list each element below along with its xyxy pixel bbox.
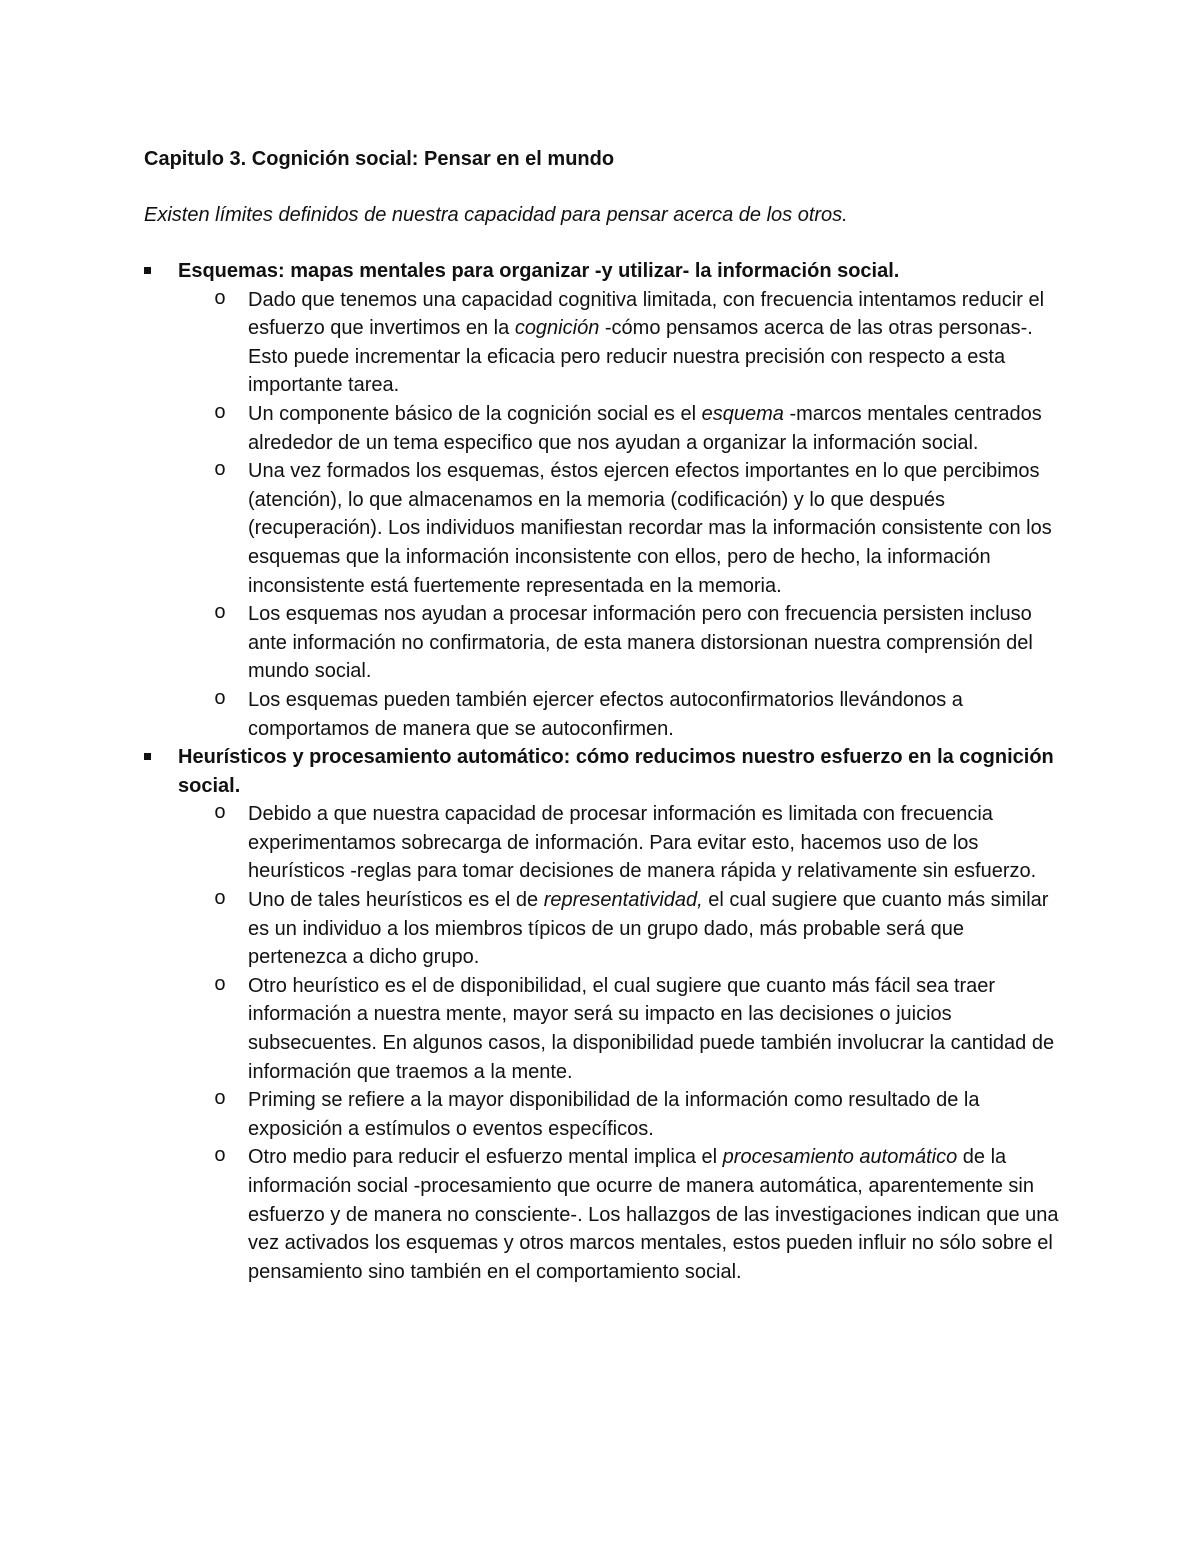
item-emphasis: representatividad, (543, 889, 703, 912)
circle-bullet-icon: o (214, 401, 227, 425)
section-esquemas (144, 257, 1064, 743)
item-text: Los esquemas pueden también ejercer efectos autoconfirmatorios llevándonos a comportamos de manera que se autoconfirmen. (248, 688, 963, 740)
circle-bullet-icon: o (214, 687, 227, 711)
list-item (144, 400, 1064, 457)
item-text-after: -marcos mentales centrados alrededor de un tema especifico que nos ayudan a organizar la información social. (248, 402, 1042, 454)
circle-bullet-icon: o (214, 1145, 227, 1169)
item-text: Los esquemas nos ayudan a procesar información pero con frecuencia persisten incluso ante información no confirmatoria, de esta manera distorsionan nuestra comprensión del mundo social. (248, 603, 1033, 683)
section-heuristicos (144, 743, 1064, 1286)
item-text-after: el cual sugiere que cuanto más similar es un individuo a los miembros típicos de un grupo dado, más probable será que pertenezca a dicho grupo. (248, 889, 1049, 969)
item-text: Dado que tenemos una capacidad cognitiva limitada, con frecuencia intentamos reducir el esfuerzo que invertimos en la (248, 288, 1045, 340)
item-text-after: de la información social -procesamiento que ocurre de manera automática, aparentemente sin esfuerzo y de manera no consciente-. Los hallazgos de las investigaciones indican que una vez activados los esquemas y otros marcos mentales, estos pueden influir no sólo sobre el pensamiento sino también en el comportamiento social. (248, 1146, 1059, 1283)
item-text: Uno de tales heurísticos es el de (248, 889, 544, 912)
page-title: Capitulo 3. Cognición social: Pensar en el mundo (144, 148, 615, 170)
list-item (144, 886, 1064, 972)
circle-bullet-icon: o (214, 973, 227, 997)
circle-bullet-icon: o (214, 888, 227, 912)
circle-bullet-icon: o (214, 287, 227, 311)
section-items (144, 800, 1064, 1286)
item-emphasis: procesamiento automático (722, 1146, 958, 1169)
circle-bullet-icon: o (214, 1088, 227, 1112)
circle-bullet-icon: o (214, 459, 227, 483)
circle-bullet-icon: o (214, 602, 227, 626)
item-text: Otro heurístico es el de disponibilidad, el cual sugiere que cuanto más fácil sea traer información a nuestra mente, mayor será su impacto en las decisiones o juicios subsecuentes. En algunos casos, la disponibilidad puede también involucrar la cantidad de información que traemos a la mente. (248, 974, 1055, 1083)
list-item (144, 457, 1064, 600)
intro-text: Existen límites definidos de nuestra capacidad para pensar acerca de los otros. (144, 204, 848, 226)
list-item (144, 600, 1064, 686)
item-text: Otro medio para reducir el esfuerzo mental implica el (248, 1146, 723, 1169)
list-item (144, 800, 1064, 886)
item-text: Un componente básico de la cognición social es el (248, 402, 702, 425)
list-item (144, 686, 1064, 743)
list-item (144, 286, 1064, 400)
circle-bullet-icon: o (214, 802, 227, 826)
list-item (144, 1086, 1064, 1143)
section-heading: Esquemas: mapas mentales para organizar -y utilizar- la información social. (178, 260, 900, 282)
square-bullet-icon (144, 753, 151, 760)
document-body (144, 257, 1064, 1286)
item-text: Una vez formados los esquemas, éstos ejercen efectos importantes en lo que percibimos (atención), lo que almacenamos en la memoria (codificación) y lo que después (recuperación). Los individuos manifiestan recordar mas la información consistente con los esquemas que la información inconsistente con ellos, pero de hecho, la información inconsistente está fuertemente representada en la memoria. (248, 460, 1052, 597)
item-emphasis: cognición (514, 317, 600, 340)
item-text: Debido a que nuestra capacidad de procesar información es limitada con frecuencia experimentamos sobrecarga de información. Para evitar esto, hacemos uso de los heurísticos -reglas para tomar decisiones de manera rápida y relativamente sin esfuerzo. (248, 803, 1037, 883)
list-item (144, 1143, 1064, 1286)
square-bullet-icon (144, 267, 151, 274)
item-text: Priming se refiere a la mayor disponibilidad de la información como resultado de la exposición a estímulos o eventos específicos. (248, 1089, 980, 1140)
item-text-after: -cómo pensamos acerca de las otras personas-. Esto puede incrementar la eficacia pero reducir nuestra precisión con respecto a esta importante tarea. (248, 317, 1033, 397)
item-emphasis: esquema (701, 402, 784, 425)
section-items (144, 286, 1064, 744)
section-heading: Heurísticos y procesamiento automático: cómo reducimos nuestro esfuerzo en la cognición social. (178, 746, 1054, 797)
list-item (144, 972, 1064, 1086)
